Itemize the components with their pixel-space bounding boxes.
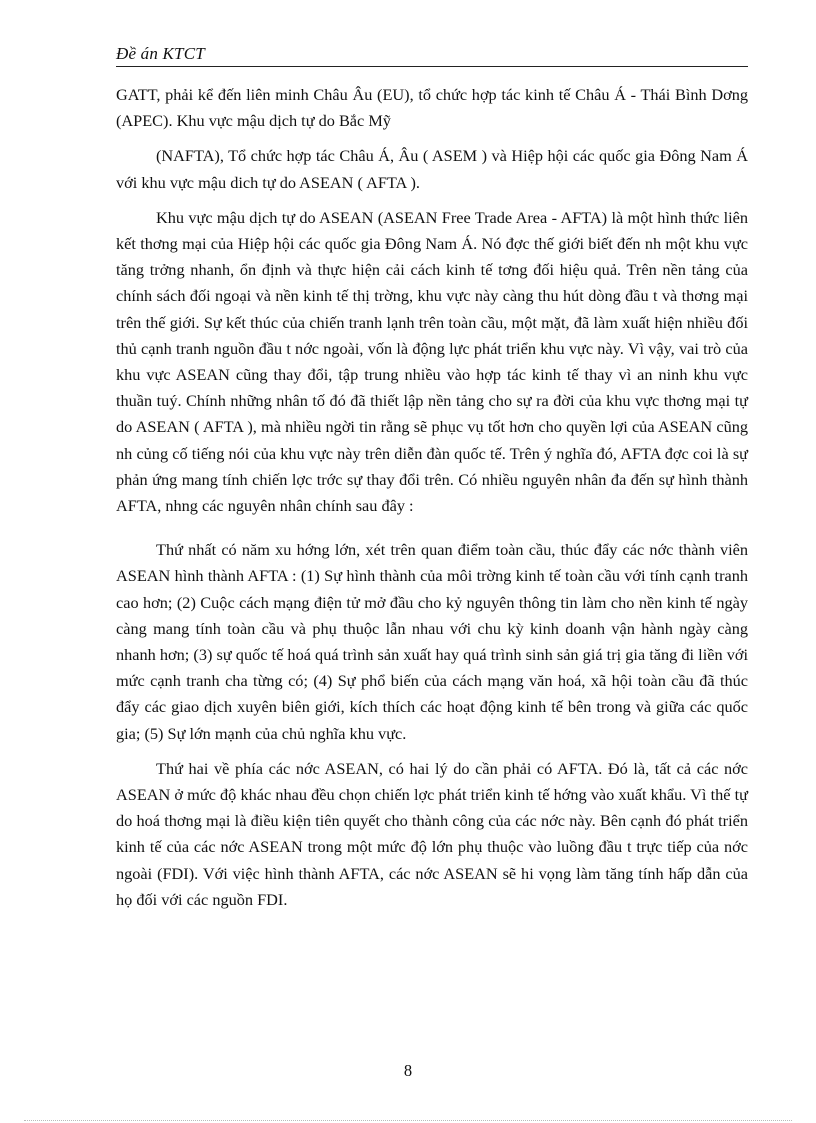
footer-divider bbox=[24, 1120, 792, 1121]
paragraph-organizations: (NAFTA), Tổ chức hợp tác Châu Á, Âu ( ASEM ) và Hiệp hội các quốc gia Đông Nam Á với khu vực mậu dich tự do ASEAN ( AFTA ). bbox=[116, 146, 748, 192]
paragraph-first-reason: Thứ nhất có năm xu hớng lớn, xét trên quan điểm toàn cầu, thúc đẩy các nớc thành viên ASEAN hình thành AFTA : (1) Sự hình thành của môi trờng kinh tế toàn cầu với tính cạnh tranh cao hơn; (2) Cuộc cách mạng điện tử mở đầu cho kỷ nguyên thông tin làm cho nền kinh tế ngày càng mang tính toàn cầu và phụ thuộc lẫn nhau với chu kỳ kinh doanh vận hành ngày càng nhanh hơn; (3) sự quốc tế hoá quá trình sản xuất hay quá trình sinh sản giá trị gia tăng đi liền với mức cạnh tranh cha từng có; (4) Sự phổ biến của cách mạng văn hoá, xã hội toàn cầu đã thúc đẩy các giao dịch xuyên biên giới, kích thích các hoạt động kinh tế bên trong và giữa các quốc gia; (5) Sự lớn mạnh của chủ nghĩa khu vực. bbox=[116, 540, 748, 743]
header-title: Đề án KTCT bbox=[116, 44, 205, 63]
paragraph-continuation: GATT, phải kể đến liên minh Châu Âu (EU), tổ chức hợp tác kinh tế Châu Á - Thái Bình Dơng (APEC). Khu vực mậu dịch tự do Bắc Mỹ bbox=[116, 85, 748, 131]
running-header bbox=[116, 44, 748, 67]
page-number: 8 bbox=[403, 1061, 413, 1080]
paragraph-second-reason: Thứ hai về phía các nớc ASEAN, có hai lý do cần phải có AFTA. Đó là, tất cả các nớc ASEAN ở mức độ khác nhau đều chọn chiến lợc phát triển kinh tế hớng vào xuất khẩu. Vì thế tự do hoá thơng mại là điều kiện tiên quyết cho thành công của các nớc này. Bên cạnh đó phát triển kinh tế của các nớc ASEAN trong một mức độ lớn phụ thuộc vào luồng đầu t trực tiếp của nớc ngoài (FDI). Với việc hình thành AFTA, các nớc ASEAN sẽ hi vọng làm tăng tính hấp dẫn của họ đối với các nguồn FDI. bbox=[116, 758, 748, 909]
body-text bbox=[116, 82, 748, 913]
paragraph-afta-intro: Khu vực mậu dịch tự do ASEAN (ASEAN Free Trade Area - AFTA) là một hình thức liên kết thơng mại của Hiệp hội các quốc gia Đông Nam Á. Nó đợc thế giới biết đến nh một khu vực tăng trởng nhanh, ổn định và thực hiện cải cách kinh tế tơng đối hiệu quả. Trên nền tảng của chính sách đối ngoại và nền kinh tế thị trờng, khu vực này càng thu hút dòng đầu t và thơng mại trên thế giới. Sự kết thúc của chiến tranh lạnh trên toàn cầu, một mặt, đã làm xuất hiện nhiều đối thủ cạnh tranh nguồn đầu t nớc ngoài, vốn là động lực phát triển khu vực này. Vì vậy, vai trò của khu vực ASEAN cũng thay đổi, tập trung nhiều vào hợp tác kinh tế thay vì an ninh khu vực thuần tuý. Chính những nhân tố đó đã thiết lập nền tảng cho sự ra đời của khu vực thơng mại tự do ASEAN ( AFTA ), mà nhiều ngời tin rằng sẽ phục vụ tốt hơn cho quyền lợi của ASEAN cũng nh củng cố tiếng nói của khu vực này trên diễn đàn quốc tế. Trên ý nghĩa đó, AFTA đợc coi là sự phản ứng mang tính chiến lợc trớc sự thay đổi trên. Có nhiều nguyên nhân đa đến sự hình thành AFTA, nhng các nguyên nhân chính sau đây : bbox=[116, 207, 748, 516]
